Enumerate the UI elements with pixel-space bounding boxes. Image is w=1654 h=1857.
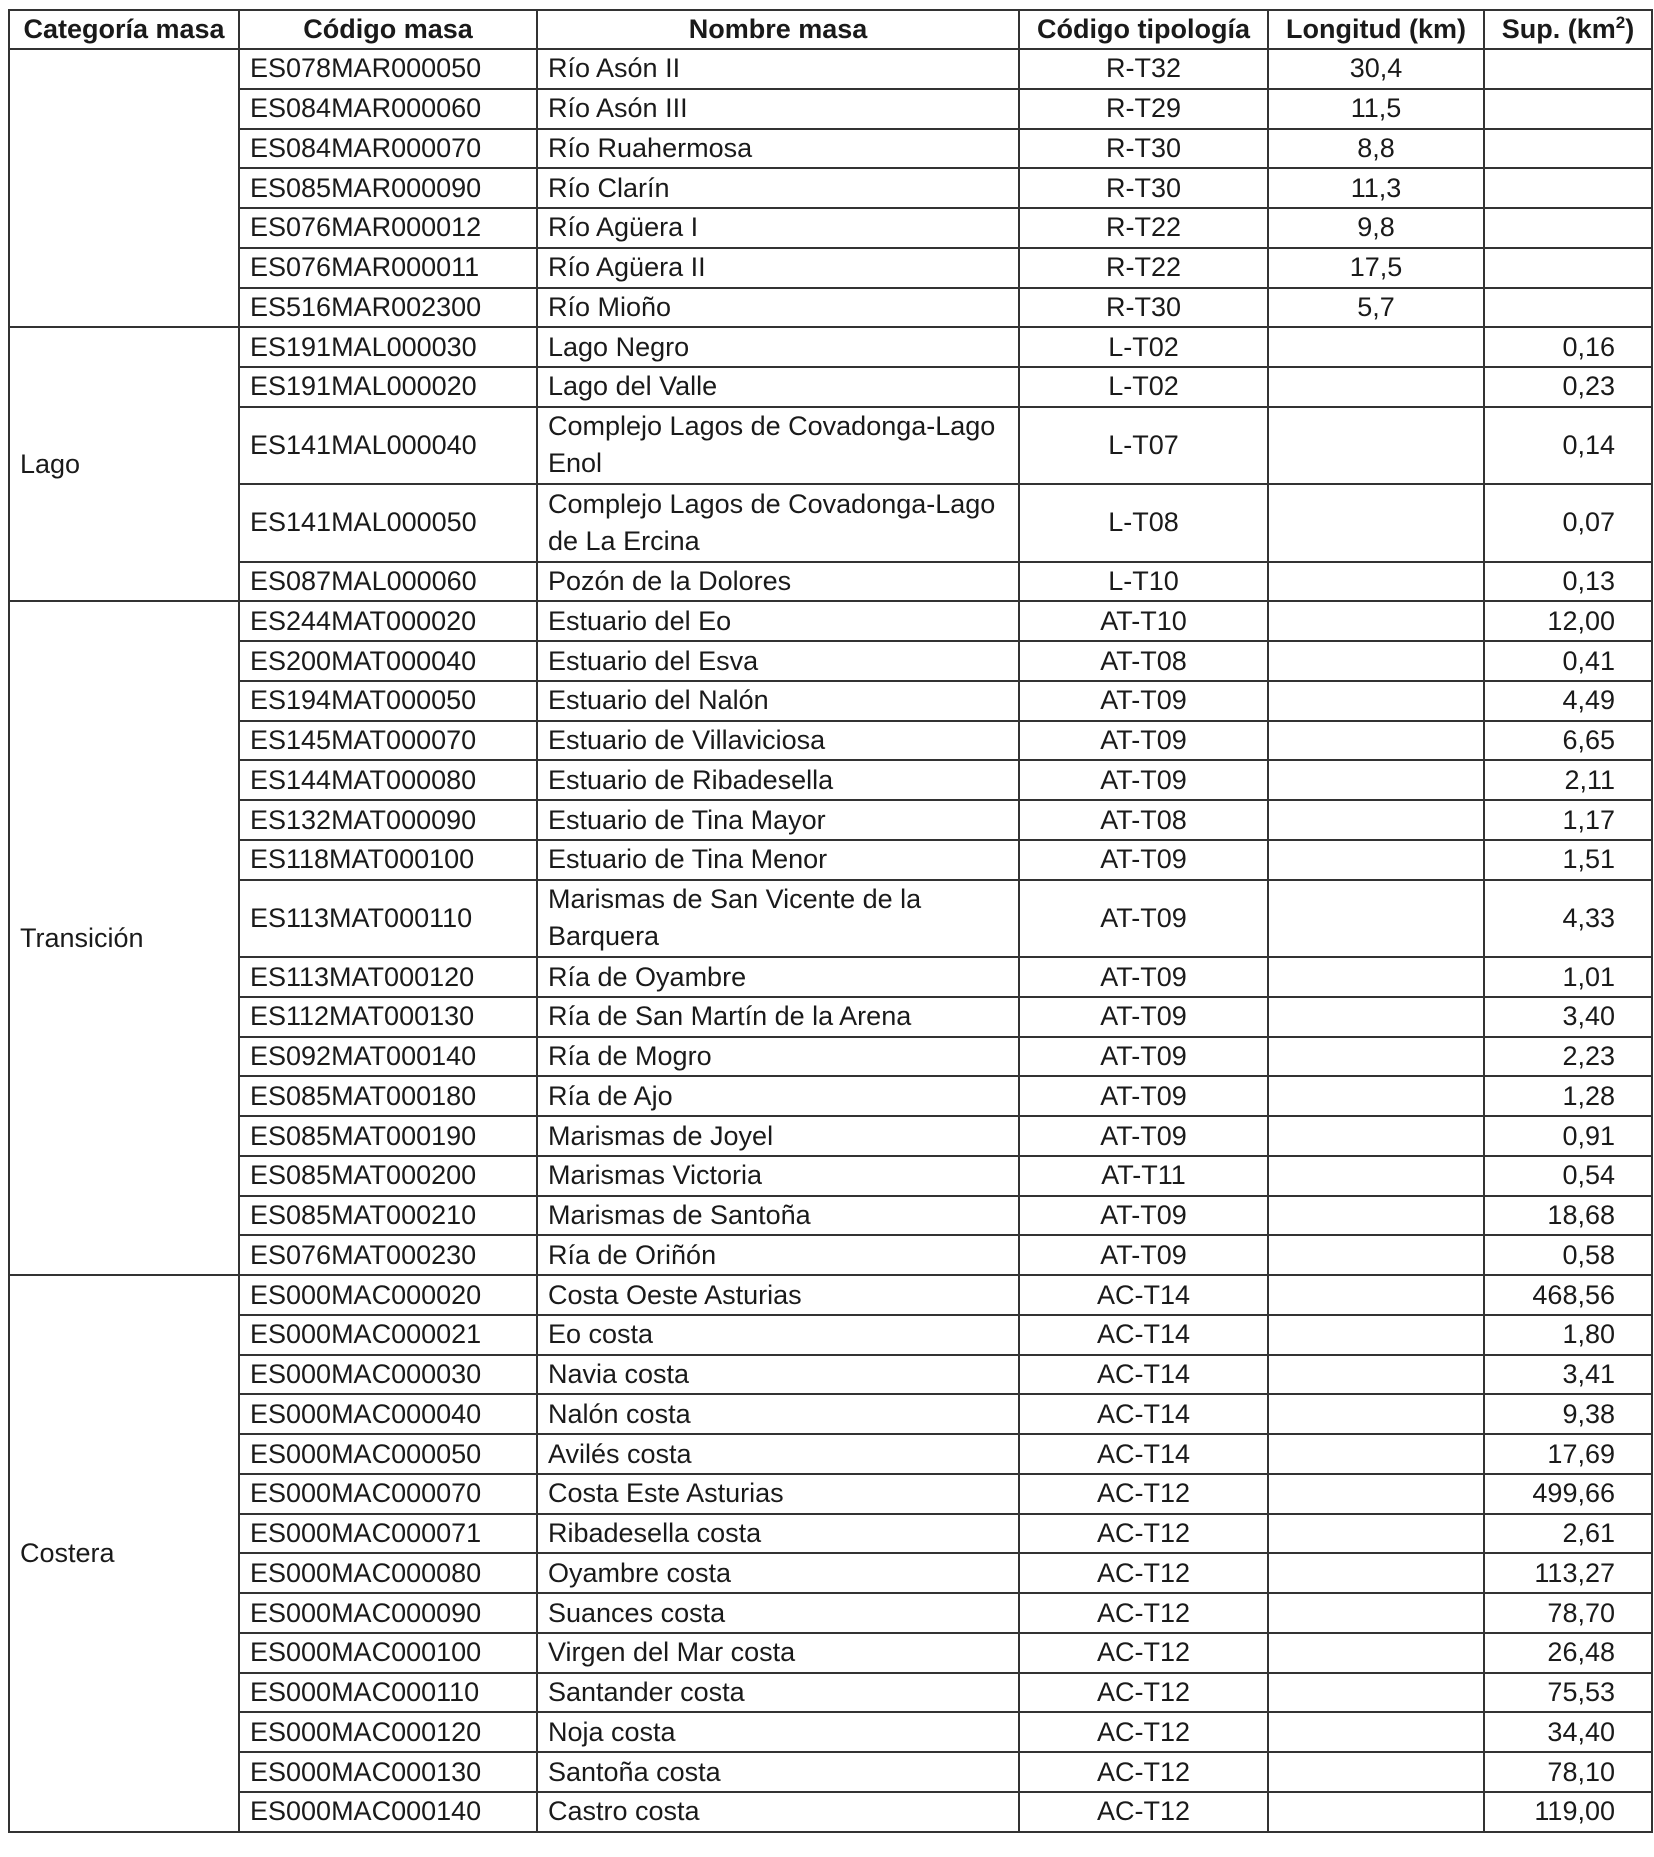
code-cell: ES076MAR000011 bbox=[239, 248, 537, 288]
name-cell: Ría de Mogro bbox=[537, 1037, 1019, 1077]
name-cell: Complejo Lagos de Covadonga-Lago de La Ercina bbox=[537, 484, 1019, 561]
name-cell: Castro costa bbox=[537, 1792, 1019, 1832]
surface-cell bbox=[1484, 248, 1652, 288]
typology-cell: R-T30 bbox=[1019, 129, 1268, 169]
table-row bbox=[9, 288, 1652, 328]
table-row bbox=[9, 1196, 1652, 1236]
code-cell: ES144MAT000080 bbox=[239, 760, 537, 800]
table-row bbox=[9, 1673, 1652, 1713]
code-cell: ES200MAT000040 bbox=[239, 641, 537, 681]
surface-cell bbox=[1484, 129, 1652, 169]
code-cell: ES000MAC000021 bbox=[239, 1315, 537, 1355]
code-cell: ES145MAT000070 bbox=[239, 721, 537, 761]
surface-cell: 0,13 bbox=[1484, 562, 1652, 602]
code-cell: ES191MAL000020 bbox=[239, 367, 537, 407]
typology-cell: AT-T09 bbox=[1019, 760, 1268, 800]
code-cell: ES000MAC000100 bbox=[239, 1633, 537, 1673]
surface-cell bbox=[1484, 168, 1652, 208]
name-cell: Río Asón II bbox=[537, 49, 1019, 89]
length-cell bbox=[1268, 562, 1484, 602]
surface-cell: 0,41 bbox=[1484, 641, 1652, 681]
surface-cell: 113,27 bbox=[1484, 1553, 1652, 1593]
surface-cell: 468,56 bbox=[1484, 1275, 1652, 1315]
table-row bbox=[9, 760, 1652, 800]
header-tipologia: Código tipología bbox=[1019, 10, 1268, 49]
code-cell: ES113MAT000110 bbox=[239, 880, 537, 957]
length-cell bbox=[1268, 1315, 1484, 1355]
length-cell: 9,8 bbox=[1268, 208, 1484, 248]
code-cell: ES000MAC000110 bbox=[239, 1673, 537, 1713]
length-cell bbox=[1268, 800, 1484, 840]
table-row bbox=[9, 129, 1652, 169]
typology-cell: R-T29 bbox=[1019, 89, 1268, 129]
name-cell: Río Agüera II bbox=[537, 248, 1019, 288]
code-cell: ES000MAC000030 bbox=[239, 1355, 537, 1395]
length-cell bbox=[1268, 1156, 1484, 1196]
table-row bbox=[9, 880, 1652, 957]
length-cell bbox=[1268, 1792, 1484, 1832]
surface-cell: 1,01 bbox=[1484, 957, 1652, 997]
length-cell: 11,5 bbox=[1268, 89, 1484, 129]
typology-cell: AC-T12 bbox=[1019, 1673, 1268, 1713]
table-row bbox=[9, 1156, 1652, 1196]
code-cell: ES000MAC000070 bbox=[239, 1474, 537, 1514]
code-cell: ES087MAL000060 bbox=[239, 562, 537, 602]
name-cell: Río Agüera I bbox=[537, 208, 1019, 248]
typology-cell: L-T08 bbox=[1019, 484, 1268, 561]
typology-cell: AT-T09 bbox=[1019, 997, 1268, 1037]
code-cell: ES194MAT000050 bbox=[239, 681, 537, 721]
table-row bbox=[9, 1712, 1652, 1752]
name-cell: Virgen del Mar costa bbox=[537, 1633, 1019, 1673]
name-cell: Estuario del Nalón bbox=[537, 681, 1019, 721]
typology-cell: AT-T09 bbox=[1019, 721, 1268, 761]
typology-cell: AT-T09 bbox=[1019, 1037, 1268, 1077]
table-row bbox=[9, 601, 1652, 641]
typology-cell: AT-T08 bbox=[1019, 641, 1268, 681]
header-row bbox=[9, 10, 1652, 49]
surface-cell: 3,41 bbox=[1484, 1355, 1652, 1395]
category-cell: Lago bbox=[9, 327, 239, 601]
length-cell bbox=[1268, 1633, 1484, 1673]
name-cell: Santander costa bbox=[537, 1673, 1019, 1713]
code-cell: ES078MAR000050 bbox=[239, 49, 537, 89]
typology-cell: AC-T14 bbox=[1019, 1434, 1268, 1474]
surface-cell: 0,58 bbox=[1484, 1235, 1652, 1275]
name-cell: Estuario del Esva bbox=[537, 641, 1019, 681]
surface-cell: 4,49 bbox=[1484, 681, 1652, 721]
surface-cell: 1,17 bbox=[1484, 800, 1652, 840]
name-cell: Río Clarín bbox=[537, 168, 1019, 208]
surface-cell: 0,23 bbox=[1484, 367, 1652, 407]
name-cell: Costa Este Asturias bbox=[537, 1474, 1019, 1514]
length-cell: 5,7 bbox=[1268, 288, 1484, 328]
name-cell: Ría de Oriñón bbox=[537, 1235, 1019, 1275]
table-row bbox=[9, 367, 1652, 407]
surface-cell bbox=[1484, 208, 1652, 248]
surface-cell: 0,14 bbox=[1484, 407, 1652, 484]
surface-cell bbox=[1484, 288, 1652, 328]
typology-cell: R-T30 bbox=[1019, 288, 1268, 328]
typology-cell: L-T10 bbox=[1019, 562, 1268, 602]
length-cell bbox=[1268, 840, 1484, 880]
table-row bbox=[9, 1553, 1652, 1593]
length-cell bbox=[1268, 641, 1484, 681]
typology-cell: AT-T09 bbox=[1019, 1076, 1268, 1116]
table-row bbox=[9, 1076, 1652, 1116]
typology-cell: AT-T11 bbox=[1019, 1156, 1268, 1196]
typology-cell: AT-T08 bbox=[1019, 800, 1268, 840]
name-cell: Eo costa bbox=[537, 1315, 1019, 1355]
name-cell: Marismas de San Vicente de la Barquera bbox=[537, 880, 1019, 957]
category-cell: Transición bbox=[9, 601, 239, 1275]
code-cell: ES113MAT000120 bbox=[239, 957, 537, 997]
name-cell: Avilés costa bbox=[537, 1434, 1019, 1474]
length-cell bbox=[1268, 1394, 1484, 1434]
name-cell: Estuario de Tina Mayor bbox=[537, 800, 1019, 840]
table-row bbox=[9, 1514, 1652, 1554]
length-cell bbox=[1268, 880, 1484, 957]
table-row bbox=[9, 957, 1652, 997]
surface-cell: 6,65 bbox=[1484, 721, 1652, 761]
table-row bbox=[9, 49, 1652, 89]
table-row bbox=[9, 1037, 1652, 1077]
surface-cell bbox=[1484, 89, 1652, 129]
code-cell: ES084MAR000070 bbox=[239, 129, 537, 169]
code-cell: ES112MAT000130 bbox=[239, 997, 537, 1037]
length-cell bbox=[1268, 1593, 1484, 1633]
table-row bbox=[9, 1434, 1652, 1474]
length-cell bbox=[1268, 1076, 1484, 1116]
code-cell: ES085MAT000200 bbox=[239, 1156, 537, 1196]
table-body bbox=[9, 49, 1652, 1832]
length-cell bbox=[1268, 957, 1484, 997]
length-cell: 17,5 bbox=[1268, 248, 1484, 288]
code-cell: ES000MAC000080 bbox=[239, 1553, 537, 1593]
name-cell: Navia costa bbox=[537, 1355, 1019, 1395]
name-cell: Ribadesella costa bbox=[537, 1514, 1019, 1554]
table-row bbox=[9, 1752, 1652, 1792]
table-row bbox=[9, 1116, 1652, 1156]
name-cell: Estuario de Villaviciosa bbox=[537, 721, 1019, 761]
name-cell: Río Ruahermosa bbox=[537, 129, 1019, 169]
code-cell: ES000MAC000090 bbox=[239, 1593, 537, 1633]
surface-cell: 2,23 bbox=[1484, 1037, 1652, 1077]
typology-cell: AT-T09 bbox=[1019, 840, 1268, 880]
name-cell: Estuario de Tina Menor bbox=[537, 840, 1019, 880]
table-row bbox=[9, 800, 1652, 840]
code-cell: ES000MAC000120 bbox=[239, 1712, 537, 1752]
code-cell: ES132MAT000090 bbox=[239, 800, 537, 840]
surface-cell: 0,07 bbox=[1484, 484, 1652, 561]
name-cell: Suances costa bbox=[537, 1593, 1019, 1633]
surface-cell: 12,00 bbox=[1484, 601, 1652, 641]
length-cell bbox=[1268, 1673, 1484, 1713]
name-cell: Lago Negro bbox=[537, 327, 1019, 367]
name-cell: Lago del Valle bbox=[537, 367, 1019, 407]
name-cell: Río Mioño bbox=[537, 288, 1019, 328]
name-cell: Santoña costa bbox=[537, 1752, 1019, 1792]
table-row bbox=[9, 681, 1652, 721]
length-cell bbox=[1268, 1355, 1484, 1395]
code-cell: ES085MAR000090 bbox=[239, 168, 537, 208]
length-cell bbox=[1268, 681, 1484, 721]
table-row bbox=[9, 1593, 1652, 1633]
length-cell bbox=[1268, 1116, 1484, 1156]
header-categoria: Categoría masa bbox=[9, 10, 239, 49]
table-row bbox=[9, 1355, 1652, 1395]
typology-cell: AT-T09 bbox=[1019, 1196, 1268, 1236]
typology-cell: AT-T09 bbox=[1019, 880, 1268, 957]
code-cell: ES000MAC000071 bbox=[239, 1514, 537, 1554]
header-superficie-exponent: 2 bbox=[1615, 13, 1626, 32]
surface-cell: 9,38 bbox=[1484, 1394, 1652, 1434]
header-nombre: Nombre masa bbox=[537, 10, 1019, 49]
typology-cell: R-T22 bbox=[1019, 208, 1268, 248]
typology-cell: AC-T12 bbox=[1019, 1474, 1268, 1514]
code-cell: ES085MAT000190 bbox=[239, 1116, 537, 1156]
code-cell: ES092MAT000140 bbox=[239, 1037, 537, 1077]
category-cell: Costera bbox=[9, 1275, 239, 1832]
surface-cell bbox=[1484, 49, 1652, 89]
header-longitud: Longitud (km) bbox=[1268, 10, 1484, 49]
surface-cell: 119,00 bbox=[1484, 1792, 1652, 1832]
surface-cell: 26,48 bbox=[1484, 1633, 1652, 1673]
code-cell: ES141MAL000050 bbox=[239, 484, 537, 561]
name-cell: Estuario del Eo bbox=[537, 601, 1019, 641]
name-cell: Pozón de la Dolores bbox=[537, 562, 1019, 602]
table-row bbox=[9, 641, 1652, 681]
table-row bbox=[9, 89, 1652, 129]
length-cell bbox=[1268, 760, 1484, 800]
code-cell: ES000MAC000040 bbox=[239, 1394, 537, 1434]
length-cell bbox=[1268, 367, 1484, 407]
code-cell: ES000MAC000020 bbox=[239, 1275, 537, 1315]
surface-cell: 1,51 bbox=[1484, 840, 1652, 880]
length-cell bbox=[1268, 1752, 1484, 1792]
code-cell: ES000MAC000130 bbox=[239, 1752, 537, 1792]
length-cell bbox=[1268, 997, 1484, 1037]
typology-cell: AC-T12 bbox=[1019, 1752, 1268, 1792]
code-cell: ES000MAC000050 bbox=[239, 1434, 537, 1474]
table-row bbox=[9, 1474, 1652, 1514]
name-cell: Río Asón III bbox=[537, 89, 1019, 129]
code-cell: ES191MAL000030 bbox=[239, 327, 537, 367]
surface-cell: 18,68 bbox=[1484, 1196, 1652, 1236]
typology-cell: L-T02 bbox=[1019, 327, 1268, 367]
table-row bbox=[9, 562, 1652, 602]
typology-cell: AC-T12 bbox=[1019, 1792, 1268, 1832]
category-cell bbox=[9, 49, 239, 327]
code-cell: ES516MAR002300 bbox=[239, 288, 537, 328]
typology-cell: R-T30 bbox=[1019, 168, 1268, 208]
code-cell: ES076MAR000012 bbox=[239, 208, 537, 248]
length-cell bbox=[1268, 721, 1484, 761]
table-row bbox=[9, 407, 1652, 484]
surface-cell: 2,11 bbox=[1484, 760, 1652, 800]
header-superficie bbox=[1484, 10, 1652, 49]
code-cell: ES085MAT000210 bbox=[239, 1196, 537, 1236]
name-cell: Noja costa bbox=[537, 1712, 1019, 1752]
length-cell bbox=[1268, 1474, 1484, 1514]
table-row bbox=[9, 248, 1652, 288]
length-cell bbox=[1268, 484, 1484, 561]
name-cell: Nalón costa bbox=[537, 1394, 1019, 1434]
code-cell: ES000MAC000140 bbox=[239, 1792, 537, 1832]
name-cell: Ría de San Martín de la Arena bbox=[537, 997, 1019, 1037]
name-cell: Marismas de Santoña bbox=[537, 1196, 1019, 1236]
surface-cell: 2,61 bbox=[1484, 1514, 1652, 1554]
header-superficie-suffix: ) bbox=[1625, 14, 1635, 44]
typology-cell: AT-T09 bbox=[1019, 957, 1268, 997]
typology-cell: AC-T14 bbox=[1019, 1275, 1268, 1315]
table-row bbox=[9, 1792, 1652, 1832]
water-bodies-table-container bbox=[8, 9, 1651, 1833]
surface-cell: 0,16 bbox=[1484, 327, 1652, 367]
table-row bbox=[9, 208, 1652, 248]
name-cell: Complejo Lagos de Covadonga-Lago Enol bbox=[537, 407, 1019, 484]
table-row bbox=[9, 1315, 1652, 1355]
length-cell bbox=[1268, 1553, 1484, 1593]
name-cell: Oyambre costa bbox=[537, 1553, 1019, 1593]
surface-cell: 499,66 bbox=[1484, 1474, 1652, 1514]
table-row bbox=[9, 327, 1652, 367]
surface-cell: 0,54 bbox=[1484, 1156, 1652, 1196]
surface-cell: 34,40 bbox=[1484, 1712, 1652, 1752]
typology-cell: AT-T09 bbox=[1019, 1116, 1268, 1156]
surface-cell: 4,33 bbox=[1484, 880, 1652, 957]
typology-cell: AT-T10 bbox=[1019, 601, 1268, 641]
table-row bbox=[9, 840, 1652, 880]
name-cell: Costa Oeste Asturias bbox=[537, 1275, 1019, 1315]
length-cell bbox=[1268, 1434, 1484, 1474]
table-row bbox=[9, 484, 1652, 561]
table-row bbox=[9, 997, 1652, 1037]
code-cell: ES076MAT000230 bbox=[239, 1235, 537, 1275]
header-codigo: Código masa bbox=[239, 10, 537, 49]
table-row bbox=[9, 1235, 1652, 1275]
surface-cell: 0,91 bbox=[1484, 1116, 1652, 1156]
typology-cell: AC-T12 bbox=[1019, 1633, 1268, 1673]
surface-cell: 1,28 bbox=[1484, 1076, 1652, 1116]
typology-cell: R-T32 bbox=[1019, 49, 1268, 89]
length-cell: 11,3 bbox=[1268, 168, 1484, 208]
name-cell: Ría de Oyambre bbox=[537, 957, 1019, 997]
surface-cell: 17,69 bbox=[1484, 1434, 1652, 1474]
surface-cell: 78,10 bbox=[1484, 1752, 1652, 1792]
code-cell: ES141MAL000040 bbox=[239, 407, 537, 484]
surface-cell: 78,70 bbox=[1484, 1593, 1652, 1633]
name-cell: Estuario de Ribadesella bbox=[537, 760, 1019, 800]
code-cell: ES085MAT000180 bbox=[239, 1076, 537, 1116]
length-cell: 30,4 bbox=[1268, 49, 1484, 89]
typology-cell: AT-T09 bbox=[1019, 681, 1268, 721]
typology-cell: AC-T12 bbox=[1019, 1593, 1268, 1633]
surface-cell: 3,40 bbox=[1484, 997, 1652, 1037]
surface-cell: 75,53 bbox=[1484, 1673, 1652, 1713]
name-cell: Ría de Ajo bbox=[537, 1076, 1019, 1116]
typology-cell: AC-T12 bbox=[1019, 1514, 1268, 1554]
typology-cell: AC-T14 bbox=[1019, 1355, 1268, 1395]
typology-cell: AC-T12 bbox=[1019, 1553, 1268, 1593]
length-cell bbox=[1268, 1235, 1484, 1275]
code-cell: ES118MAT000100 bbox=[239, 840, 537, 880]
typology-cell: AT-T09 bbox=[1019, 1235, 1268, 1275]
table-row bbox=[9, 1633, 1652, 1673]
name-cell: Marismas Victoria bbox=[537, 1156, 1019, 1196]
length-cell bbox=[1268, 1514, 1484, 1554]
typology-cell: L-T02 bbox=[1019, 367, 1268, 407]
length-cell: 8,8 bbox=[1268, 129, 1484, 169]
length-cell bbox=[1268, 327, 1484, 367]
surface-cell: 1,80 bbox=[1484, 1315, 1652, 1355]
name-cell: Marismas de Joyel bbox=[537, 1116, 1019, 1156]
table-row bbox=[9, 168, 1652, 208]
length-cell bbox=[1268, 1196, 1484, 1236]
length-cell bbox=[1268, 407, 1484, 484]
table-row bbox=[9, 1394, 1652, 1434]
typology-cell: AC-T14 bbox=[1019, 1315, 1268, 1355]
typology-cell: L-T07 bbox=[1019, 407, 1268, 484]
length-cell bbox=[1268, 601, 1484, 641]
typology-cell: AC-T12 bbox=[1019, 1712, 1268, 1752]
table-row bbox=[9, 721, 1652, 761]
water-bodies-table bbox=[8, 9, 1653, 1833]
table-row bbox=[9, 1275, 1652, 1315]
length-cell bbox=[1268, 1275, 1484, 1315]
typology-cell: R-T22 bbox=[1019, 248, 1268, 288]
code-cell: ES244MAT000020 bbox=[239, 601, 537, 641]
code-cell: ES084MAR000060 bbox=[239, 89, 537, 129]
length-cell bbox=[1268, 1712, 1484, 1752]
length-cell bbox=[1268, 1037, 1484, 1077]
header-superficie-prefix: Sup. (km bbox=[1501, 14, 1616, 44]
typology-cell: AC-T14 bbox=[1019, 1394, 1268, 1434]
